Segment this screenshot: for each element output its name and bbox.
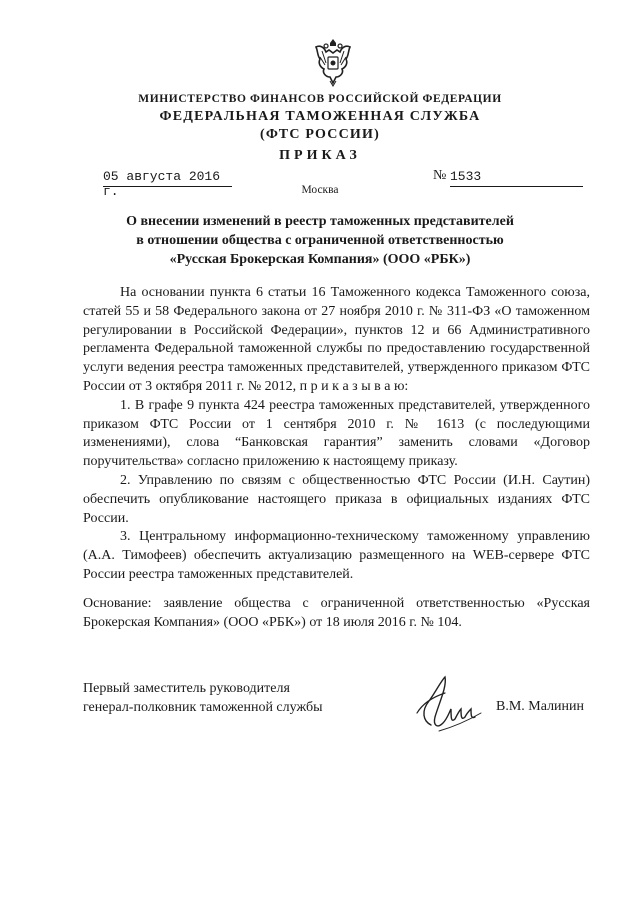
order-item-1: 1. В графе 9 пункта 424 реестра таможенных представителей, утвержденного приказом ФТС России от 1 сентября 2010 г. № 1613 (с последующими изменениями), слова “Банковская гарантия” заменить словами «Договор поручительства» согласно приложению к настоящему приказу.	[83, 397, 590, 470]
signer-name: В.М. Малинин	[496, 699, 585, 714]
handwritten-signature-icon	[409, 673, 489, 735]
preamble-paragraph: На основании пункта 6 статьи 16 Таможенного кодекса Таможенного союза, статей 55 и 58 Федерального закона от 27 ноября 2010 г. № 311-ФЗ «О таможенном регулировании в Российской Федерации», пунктов 12 и 66 Административного регламента Федеральной таможенной службы по предоставлению государственной услуги ведения реестра таможенных представителей, утвержденного приказом ФТС России от 3 октября 2011 г. № 2012, п р и к а з ы в а ю:	[83, 285, 590, 394]
title-line: О внесении изменений в реестр таможенных представителей	[126, 214, 514, 229]
ministry-name: МИНИСТЕРСТВО ФИНАНСОВ РОССИЙСКОЙ ФЕДЕРАЦИИ	[138, 93, 502, 105]
number-sign: №	[433, 168, 447, 183]
signer-position-line: генерал-полковник таможенной службы	[83, 699, 323, 715]
basis-paragraph: Основание: заявление общества с ограниченной ответственностью «Русская Брокерская Компания» (ООО «РБК») от 18 июля 2016 г. № 104.	[83, 596, 590, 630]
title-line: «Русская Брокерская Компания» (ООО «РБК»)	[169, 252, 471, 267]
order-date: 05 августа 2016 г.	[103, 169, 232, 187]
city: Москва	[301, 184, 339, 196]
order-body	[83, 284, 590, 585]
signer-position	[83, 680, 322, 718]
service-name: ФЕДЕРАЛЬНАЯ ТАМОЖЕННАЯ СЛУЖБА	[159, 109, 481, 124]
order-item-2: 2. Управлению по связям с общественностью ФТС России (И.Н. Саутин) обеспечить опубликование настоящего приказа в официальных изданиях ФТС России.	[83, 472, 590, 526]
title-line: в отношении общества с ограниченной ответственностью	[136, 233, 504, 248]
signer-position-line: Первый заместитель руководителя	[83, 681, 290, 696]
service-abbreviation: (ФТС РОССИИ)	[260, 127, 380, 142]
order-title	[0, 212, 640, 269]
coat-of-arms-icon	[312, 37, 354, 87]
document-type: ПРИКАЗ	[279, 148, 361, 163]
order-number: 1533	[450, 169, 583, 187]
order-item-3: 3. Центральному информационно-техническому таможенному управлению (А.А. Тимофеев) обеспечить актуализацию размещенного на WEB-сервере ФТС России реестра таможенных представителей.	[83, 529, 590, 582]
